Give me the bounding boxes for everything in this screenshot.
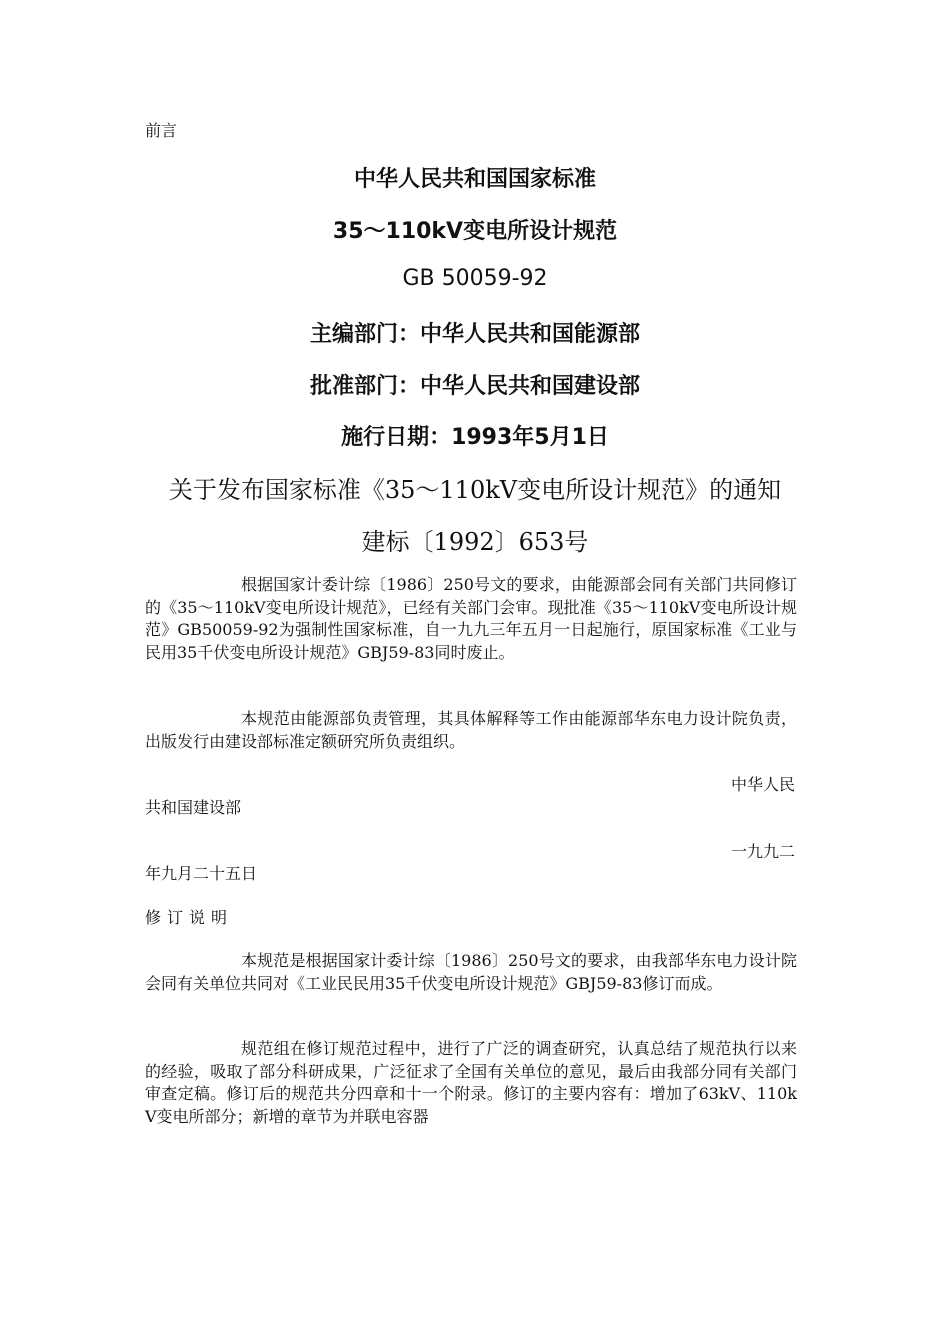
effective-date: 施行日期：1993年5月1日 <box>341 425 609 450</box>
signature-line: 共和国建设部 <box>145 798 242 817</box>
signature-line: 中华人民 <box>730 775 795 794</box>
section-label: 前言 <box>145 121 178 140</box>
date-line: 年九月二十五日 <box>145 864 258 883</box>
standard-code: GB 50059-92 <box>402 266 548 291</box>
standard-title: 中华人民共和国国家标准 <box>353 167 596 192</box>
date-line: 一九九二 <box>730 842 795 861</box>
notice-number: 建标〔1992〕653号 <box>361 528 589 556</box>
standard-subtitle: 35～110kV变电所设计规范 <box>332 219 618 244</box>
notice-paragraph: 根据国家计委计综〔1986〕250号文的要求，由能源部会同有关部门共同修订的《35～110kV变电所设计规范》，已经有关部门会审。现批准《35～110kV变电所设计规范》GB50059-92为强制性国家标准，自一九九三年五月一日起施行，原国家标准《工业与民用35千伏变电所设计规范》GBJ59-83同时废止。 <box>145 575 797 662</box>
revision-title: 修订说明 <box>145 908 234 927</box>
notice-paragraph: 本规范由能源部负责管理，其具体解释等工作由能源部华东电力设计院负责，出版发行由建设部标准定额研究所负责组织。 <box>145 709 797 751</box>
revision-paragraph: 本规范是根据国家计委计综〔1986〕250号文的要求，由我部华东电力设计院会同有关单位共同对《工业民民用35千伏变电所设计规范》GBJ59-83修订而成。 <box>145 951 797 993</box>
revision-paragraph: 规范组在修订规范过程中，进行了广泛的调查研究，认真总结了规范执行以来的经验，吸取了部分科研成果，广泛征求了全国有关单位的意见，最后由我部分同有关部门审查定稿。修订后的规范共分四章和十一个附录。修订的主要内容有：增加了63kV、110kV变电所部分；新增的章节为并联电容器 <box>145 1039 797 1126</box>
approver-department: 批准部门：中华人民共和国建设部 <box>309 374 640 399</box>
notice-title: 关于发布国家标准《35～110kV变电所设计规范》的通知 <box>168 476 782 504</box>
editor-department: 主编部门：中华人民共和国能源部 <box>309 322 640 347</box>
